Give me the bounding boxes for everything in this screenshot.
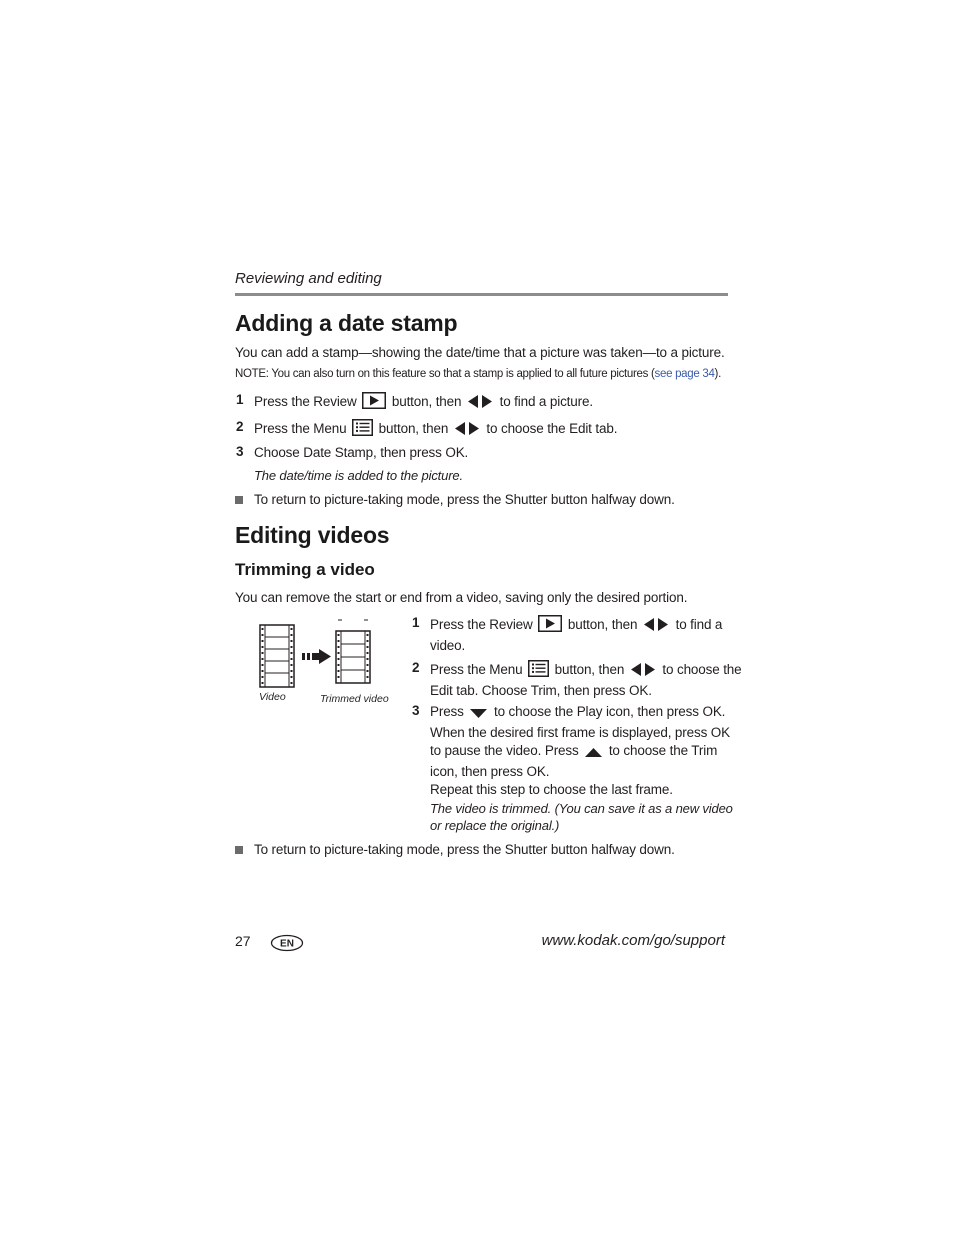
step-text: Edit tab. Choose Trim, then press OK. — [430, 683, 652, 698]
page-number: 27 — [235, 933, 251, 949]
date-stamp-bullet: To return to picture-taking mode, press the Shutter button halfway down. — [254, 492, 675, 507]
figure-label-video: Video — [259, 691, 286, 703]
left-right-arrows-icon — [454, 421, 481, 441]
trim-bullet: To return to picture-taking mode, press the Shutter button halfway down. — [254, 842, 675, 857]
running-head: Reviewing and editing — [235, 270, 382, 287]
date-stamp-result: The date/time is added to the picture. — [254, 468, 463, 483]
step-number: 2 — [412, 660, 420, 675]
step-text: button, then — [391, 394, 462, 409]
date-stamp-step-3: Choose Date Stamp, then press OK. — [254, 445, 469, 460]
step-number: 3 — [236, 444, 244, 459]
film-strips-illustration — [255, 616, 395, 691]
left-right-arrows-icon — [467, 394, 494, 414]
down-arrow-icon — [469, 706, 488, 724]
header-rule — [235, 293, 728, 296]
menu-button-icon — [528, 660, 549, 682]
step-text: button, then — [554, 662, 625, 677]
date-stamp-step-2 — [254, 419, 617, 441]
section-title-date-stamp: Adding a date stamp — [235, 310, 458, 336]
step-text: to find a picture. — [499, 394, 593, 409]
left-right-arrows-icon — [630, 662, 657, 682]
step-text: Press the Menu — [254, 421, 347, 436]
trim-result — [430, 800, 733, 834]
bullet-square — [235, 846, 243, 854]
step-text: When the desired first frame is displayed, press OK — [430, 725, 730, 740]
step-text: Press the Menu — [430, 662, 523, 677]
step-text: button, then — [378, 421, 449, 436]
step-text: Repeat this step to choose the last frame. — [430, 782, 673, 797]
language-badge-text: EN — [280, 938, 294, 950]
support-url[interactable]: www.kodak.com/go/support — [541, 932, 725, 949]
up-arrow-icon — [584, 745, 603, 763]
note-end: ). — [714, 368, 721, 380]
section-title-editing-videos: Editing videos — [235, 522, 390, 548]
step-text: to choose the Trim — [608, 743, 718, 758]
step-number: 1 — [236, 392, 244, 407]
step-text: to choose the — [662, 662, 742, 677]
result-line: The video is trimmed. (You can save it as a new video — [430, 801, 733, 816]
review-button-icon — [538, 615, 562, 637]
trimmed-film-strip-icon — [336, 620, 370, 683]
menu-button-icon — [352, 419, 373, 441]
step-text: to choose the Edit tab. — [486, 421, 618, 436]
see-page-link[interactable]: see page 34 — [654, 368, 715, 380]
step-text: Press the Review — [254, 394, 357, 409]
step-text: video. — [430, 638, 466, 653]
step-text: to pause the video. Press — [430, 743, 579, 758]
date-stamp-step-1 — [254, 392, 593, 414]
left-right-arrows-icon — [643, 617, 670, 637]
step-text: Press the Review — [430, 617, 533, 632]
film-strip-icon — [260, 625, 294, 687]
step-text: button, then — [567, 617, 638, 632]
bullet-square — [235, 496, 243, 504]
step-text: icon, then press OK. — [430, 764, 550, 779]
language-badge — [270, 934, 304, 957]
subsection-title-trimming: Trimming a video — [235, 560, 375, 579]
trimming-intro: You can remove the start or end from a video, saving only the desired portion. — [235, 590, 688, 605]
date-stamp-intro: You can add a stamp—showing the date/time that a picture was taken—to a picture. — [235, 345, 725, 360]
figure-label-trimmed: Trimmed video — [320, 693, 389, 705]
step-text: to choose the Play icon, then press OK. — [493, 704, 726, 719]
result-line: or replace the original.) — [430, 818, 560, 833]
step-number: 2 — [236, 419, 244, 434]
date-stamp-note — [235, 368, 721, 380]
trim-step-1 — [430, 615, 730, 655]
trim-step-2 — [430, 660, 742, 700]
note-text: NOTE: You can also turn on this feature so that a stamp is applied to all future pictures ( — [235, 368, 655, 380]
step-text: Press — [430, 704, 464, 719]
trim-step-3 — [430, 703, 735, 799]
step-number: 3 — [412, 703, 420, 718]
arrow-right-icon — [302, 649, 331, 664]
step-text: to find a — [675, 617, 723, 632]
trim-video-figure — [255, 616, 395, 711]
review-button-icon — [362, 392, 386, 414]
step-number: 1 — [412, 615, 420, 630]
